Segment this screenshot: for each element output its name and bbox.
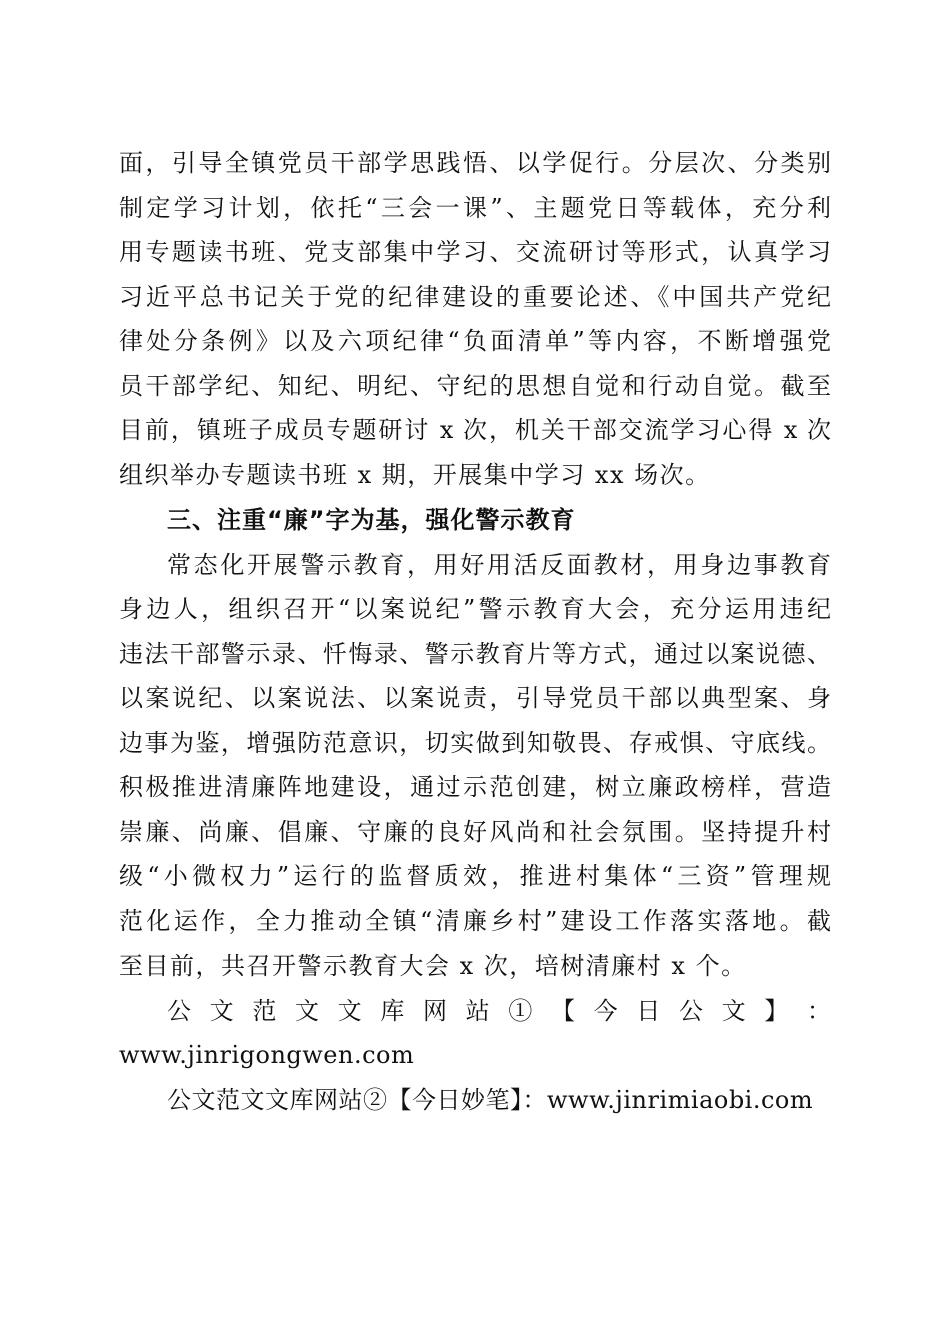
paragraph-line: 边事为鉴，增强防范意识，切实做到知敬畏、存戒惧、守底线。 <box>119 729 831 757</box>
paragraph-line: 身边人，组织召开“以案说纪”警示教育大会，充分运用违纪 <box>119 595 831 623</box>
paragraph-line: 目前，镇班子成员专题研讨 x 次，机关干部交流学习心得 x 次 <box>119 416 831 444</box>
paragraph-line: 崇廉、尚廉、倡廉、守廉的良好风尚和社会氛围。坚持提升村 <box>119 818 831 846</box>
section-heading: 三、注重“廉”字为基，强化警示教育 <box>167 506 576 534</box>
paragraph-line: 常态化开展警示教育，用好用活反面教材，用身边事教育 <box>167 551 831 579</box>
footer-site-1-label: 公 文 范 文 文 库 网 站 ① 【 今 日 公 文 】 ： <box>167 997 831 1025</box>
paragraph-line: 范化运作，全力推动全镇“清廉乡村”建设工作落实落地。截 <box>119 907 831 935</box>
paragraph-line: 制定学习计划，依托“三会一课”、主题党日等载体，充分利 <box>119 194 831 222</box>
paragraph-line: 组织举办专题读书班 x 期，开展集中学习 xx 场次。 <box>119 461 711 489</box>
paragraph-line: 员干部学纪、知纪、明纪、守纪的思想自觉和行动自觉。截至 <box>119 372 831 400</box>
paragraph-line: 违法干部警示录、忏悔录、警示教育片等方式，通过以案说德、 <box>119 640 831 668</box>
paragraph-line: 习近平总书记关于党的纪律建设的重要论述、《中国共产党纪 <box>119 283 831 311</box>
footer-site-1-url[interactable]: www.jinrigongwen.com <box>119 1041 415 1069</box>
paragraph-line: 面，引导全镇党员干部学思践悟、以学促行。分层次、分类别 <box>119 149 831 177</box>
paragraph-line: 以案说纪、以案说法、以案说责，引导党员干部以典型案、身 <box>119 684 831 712</box>
paragraph-line: 律处分条例》以及六项纪律“负面清单”等内容，不断增强党 <box>119 327 831 355</box>
paragraph-line: 用专题读书班、党支部集中学习、交流研讨等形式，认真学习 <box>119 238 831 266</box>
paragraph-line: 至目前，共召开警示教育大会 x 次，培树清廉村 x 个。 <box>119 952 747 980</box>
footer-site-2[interactable]: 公文范文文库网站②【今日妙笔】：www.jinrimiaobi.com <box>167 1086 814 1114</box>
paragraph-line: 积极推进清廉阵地建设，通过示范创建，树立廉政榜样，营造 <box>119 773 831 801</box>
paragraph-line: 级“小微权力”运行的监督质效，推进村集体“三资”管理规 <box>119 862 831 890</box>
